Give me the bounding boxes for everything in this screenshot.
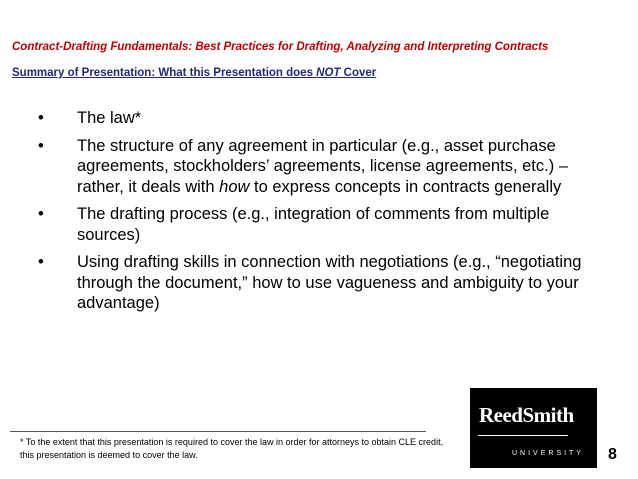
slide-subtitle: [12, 67, 376, 79]
logo-divider: [478, 435, 568, 436]
subtitle-emphasis: NOT: [316, 67, 341, 79]
footnote-divider: [10, 431, 426, 432]
subtitle-prefix: Summary of Presentation: What this Presentation does: [12, 67, 317, 79]
bullet-list: [32, 108, 592, 321]
bullet-text: Using drafting skills in connection with negotiations (e.g., “negotiating through the document,” how to use vagueness and ambiguity to your advantage): [77, 253, 582, 312]
bullet-item: [32, 204, 592, 245]
bullet-item: [32, 252, 592, 314]
bullet-dot: •: [38, 205, 44, 223]
bullet-emphasis: how: [219, 177, 250, 196]
bullet-text: The law*: [77, 109, 142, 127]
presentation-title: Contract-Drafting Fundamentals: Best Practices for Drafting, Analyzing and Interpreting Contracts: [12, 41, 549, 53]
logo-name: ReedSmith: [479, 403, 574, 427]
bullet-text-after: to express concepts in contracts generally: [249, 177, 562, 196]
bullet-dot: •: [38, 253, 44, 271]
page-number: 8: [608, 446, 617, 463]
bullet-dot: •: [38, 109, 44, 127]
bullet-item: [32, 108, 592, 129]
bullet-dot: •: [38, 136, 44, 155]
logo-subtitle: UNIVERSITY: [512, 450, 585, 457]
bullet-item: [32, 136, 592, 198]
bullet-text: [77, 137, 568, 196]
bullet-text: The drafting process (e.g., integration of comments from multiple sources): [77, 205, 550, 244]
subtitle-suffix: Cover: [340, 67, 377, 79]
bullet-text-before: The structure of any agreement in particular (e.g., asset purchase agreements, stockholders’ agreements, license agreements, etc.) – rather, it deals with: [77, 136, 568, 196]
footnote: * To the extent that this presentation is required to cover the law in order for attorneys to obtain CLE credit, this presentation is deemed to cover the law.: [20, 437, 444, 460]
reedsmith-university-logo: [470, 388, 597, 468]
